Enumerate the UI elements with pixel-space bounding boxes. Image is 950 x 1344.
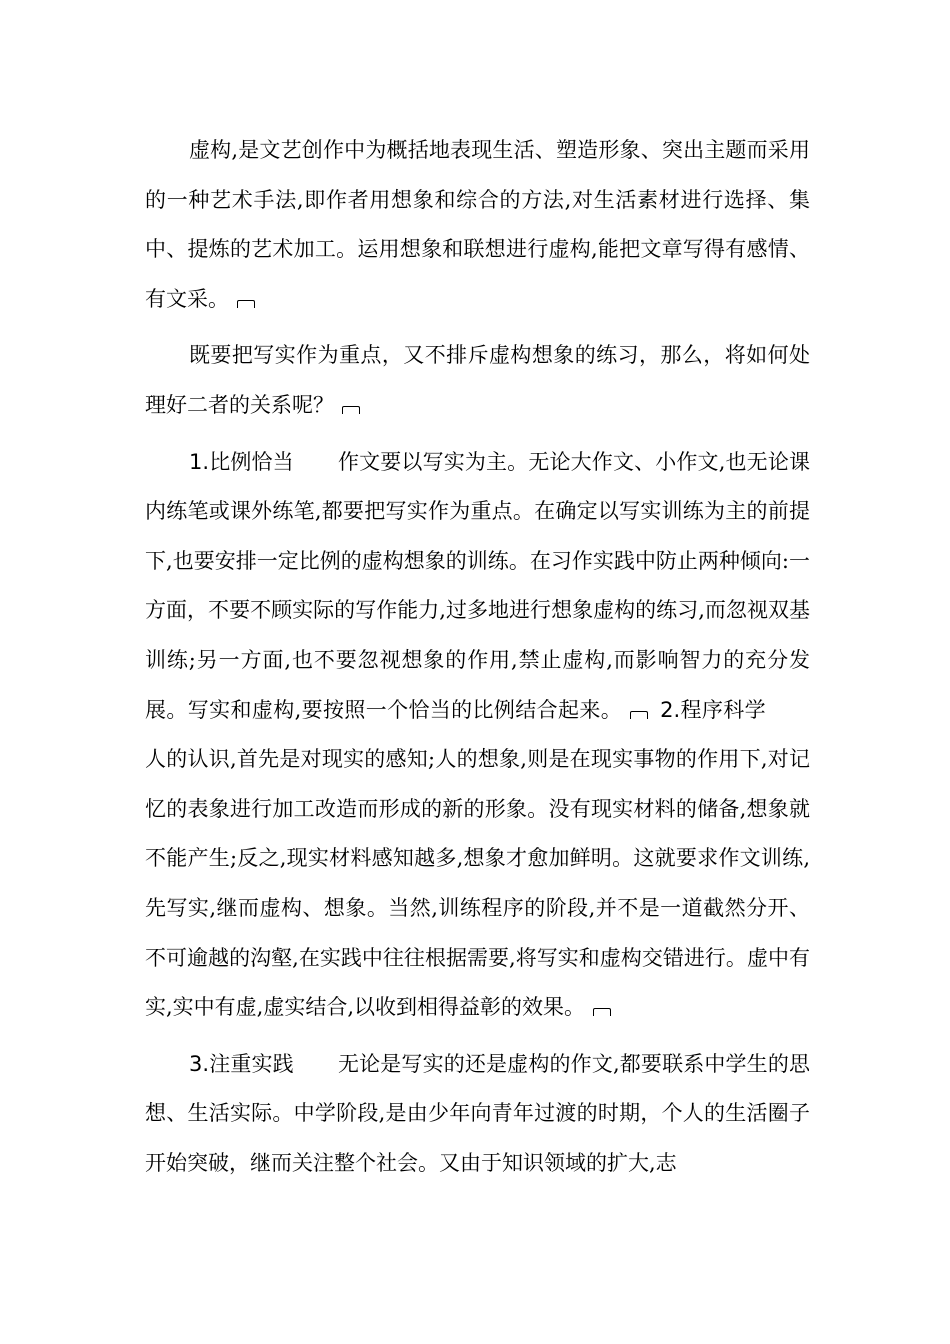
paragraph-end-mark-icon bbox=[342, 406, 360, 414]
paragraph-end-mark-icon bbox=[593, 1008, 611, 1016]
paragraph-text-2: 人的认识,首先是对现实的感知;人的想象,则是在现实事物的作用下,对记忆的表象进行加工改造而形成的新的形象。没有现实材料的储备,想象就不能产生;反之,现实材料感知越多,想象才愈加鲜明。这就要求作文训练, 先写实,继而虚构、想象。当然,训练程序的阶段,并不是一道截然分开、不可逾越的沟壑,在实践中往往根据需要,将写实和虚构交错进行。虚中有实,实中有虚,虚实结合,以收到相得益彰的效果。 bbox=[145, 747, 810, 1020]
section-heading-practice: 3.注重实践 bbox=[189, 1051, 294, 1076]
paragraph-text: 虚构,是文艺创作中为概括地表现生活、塑造形象、突出主题而采用的一种艺术手法,即作者用想象和综合的方法,对生活素材进行选择、集中、提炼的艺术加工。运用想象和联想进行虚构,能把文章写得有感情、有文采。 bbox=[145, 138, 810, 311]
section-heading-procedure: 2.程序科学 bbox=[660, 697, 766, 722]
paragraph-end-mark-icon bbox=[630, 711, 648, 719]
paragraph-end-mark-icon bbox=[237, 300, 255, 308]
paragraph-text: 无论是写实的还是虚构的作文,都要联系中学生的思想、生活实际。中学阶段,是由少年向青年过渡的时期，个人的生活圈子开始突破，继而关注整个社会。又由于知识领域的扩大,志 bbox=[145, 1051, 810, 1175]
paragraph-points-1-2 bbox=[145, 438, 810, 1033]
paragraph-text: 作文要以写实为主。无论大作文、小作文,也无论课内练笔或课外练笔,都要把写实作为重点。在确定以写实训练为主的前提下,也要安排一定比例的虚构想象的训练。在习作实践中防止两种倾向:一方面，不要不顾实际的写作能力,过多地进行想象虚构的练习,而忽视双基训练;另一方面,也不要忽视想象的作用,禁止虚构,而影响智力的充分发展。写实和虚构,要按照一个恰当的比例结合起来。 bbox=[145, 449, 810, 722]
paragraph-definition bbox=[145, 126, 810, 324]
paragraph-question bbox=[145, 331, 810, 430]
section-heading-proportion: 1.比例恰当 bbox=[189, 449, 294, 474]
document-page bbox=[145, 126, 810, 1195]
paragraph-point-3 bbox=[145, 1040, 810, 1189]
paragraph-text: 既要把写实作为重点，又不排斥虚构想象的练习，那么，将如何处理好二者的关系呢？ bbox=[145, 343, 810, 417]
